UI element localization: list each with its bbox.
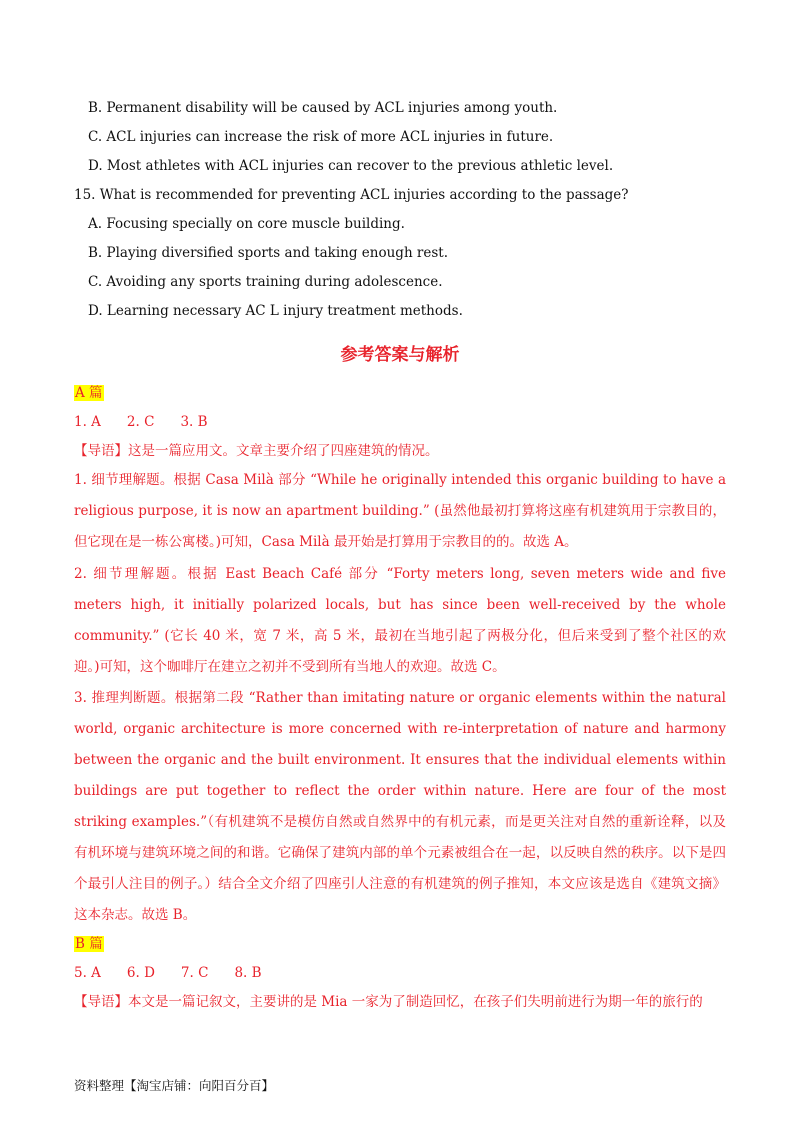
section-b-answers: [74, 964, 288, 982]
q14-option-d: D. Most athletes with ACL injuries can recover to the previous athletic level.: [88, 158, 614, 174]
q14-option-b: B. Permanent disability will be caused by ACL injuries among youth.: [88, 100, 558, 116]
answer-1: 1. A: [74, 414, 101, 430]
answer-3: 3. B: [180, 414, 208, 430]
q15-option-d: D. Learning necessary AC L injury treatment methods.: [88, 303, 463, 319]
answer-7: 7. C: [180, 965, 209, 981]
answer-6: 6. D: [126, 965, 155, 981]
section-b-label: B 篇: [75, 936, 103, 952]
section-a-guide: 【导语】这是一篇应用文。文章主要介绍了四座建筑的情况。: [74, 443, 439, 459]
answer-2: 2. C: [126, 414, 155, 430]
q15-stem: 15. What is recommended for preventing ACL injuries according to the passage?: [74, 187, 629, 203]
answer-8: 8. B: [234, 965, 262, 981]
footer-note: 资料整理【淘宝店铺：向阳百分百】: [74, 1078, 275, 1093]
q15-option-c: C. Avoiding any sports training during adolescence.: [88, 274, 443, 290]
section-a-label: A 篇: [75, 385, 103, 401]
section-a-label-row: [74, 384, 104, 402]
q15-option-a: A. Focusing specially on core muscle building.: [88, 216, 405, 232]
explanation-2: 2. 细节理解题。根据 East Beach Café 部分 “Forty meters long, seven meters wide and five meters high, it initially polarized locals, but has since been well-received by the whole community.” (它长 40 米，宽 7 米，高 5 米，最初在当地引起了两极分化，但后来受到了整个社区的欢迎。)可知，这个咖啡厅在建立之初并不受到所有当地人的欢迎。故选 C。: [74, 566, 726, 675]
explanation-1: 1. 细节理解题。根据 Casa Milà 部分 “While he originally intended this organic building to have a religious purpose, it is now an apartment building.” (虽然他最初打算将这座有机建筑用于宗教目的，但它现在是一栋公寓楼。)可知，Casa Milà 最开始是打算用于宗教目的的。故选 A。: [74, 472, 726, 550]
section-b-label-row: [74, 935, 104, 953]
answer-5: 5. A: [74, 965, 101, 981]
q14-option-c: C. ACL injuries can increase the risk of more ACL injuries in future.: [88, 129, 554, 145]
q15-option-b: B. Playing diversified sports and taking enough rest.: [88, 245, 449, 261]
section-b-guide: 【导语】本文是一篇记叙文，主要讲的是 Mia 一家为了制造回忆，在孩子们失明前进行为期一年的旅行的: [74, 994, 703, 1010]
answer-section-title: 参考答案与解析: [340, 345, 460, 365]
explanation-3: 3. 推理判断题。根据第二段 “Rather than imitating nature or organic elements within the natural world, organic architecture is more concerned with re-interpretation of nature and harmony between the organic and the built environment. It ensures that the individual elements within buildings are put together to reflect the order within nature. Here are four of the most striking examples.”（有机建筑不是模仿自然或自然界中的有机元素，而是更关注对自然的重新诠释，以及有机环境与建筑环境之间的和谐。它确保了建筑内部的单个元素被组合在一起，以反映自然的秩序。以下是四个最引人注目的例子。）结合全文介绍了四座引人注意的有机建筑的例子推知，本文应该是选自《建筑文摘》这本杂志。故选 B。: [74, 690, 726, 923]
section-a-answers: [74, 413, 234, 431]
